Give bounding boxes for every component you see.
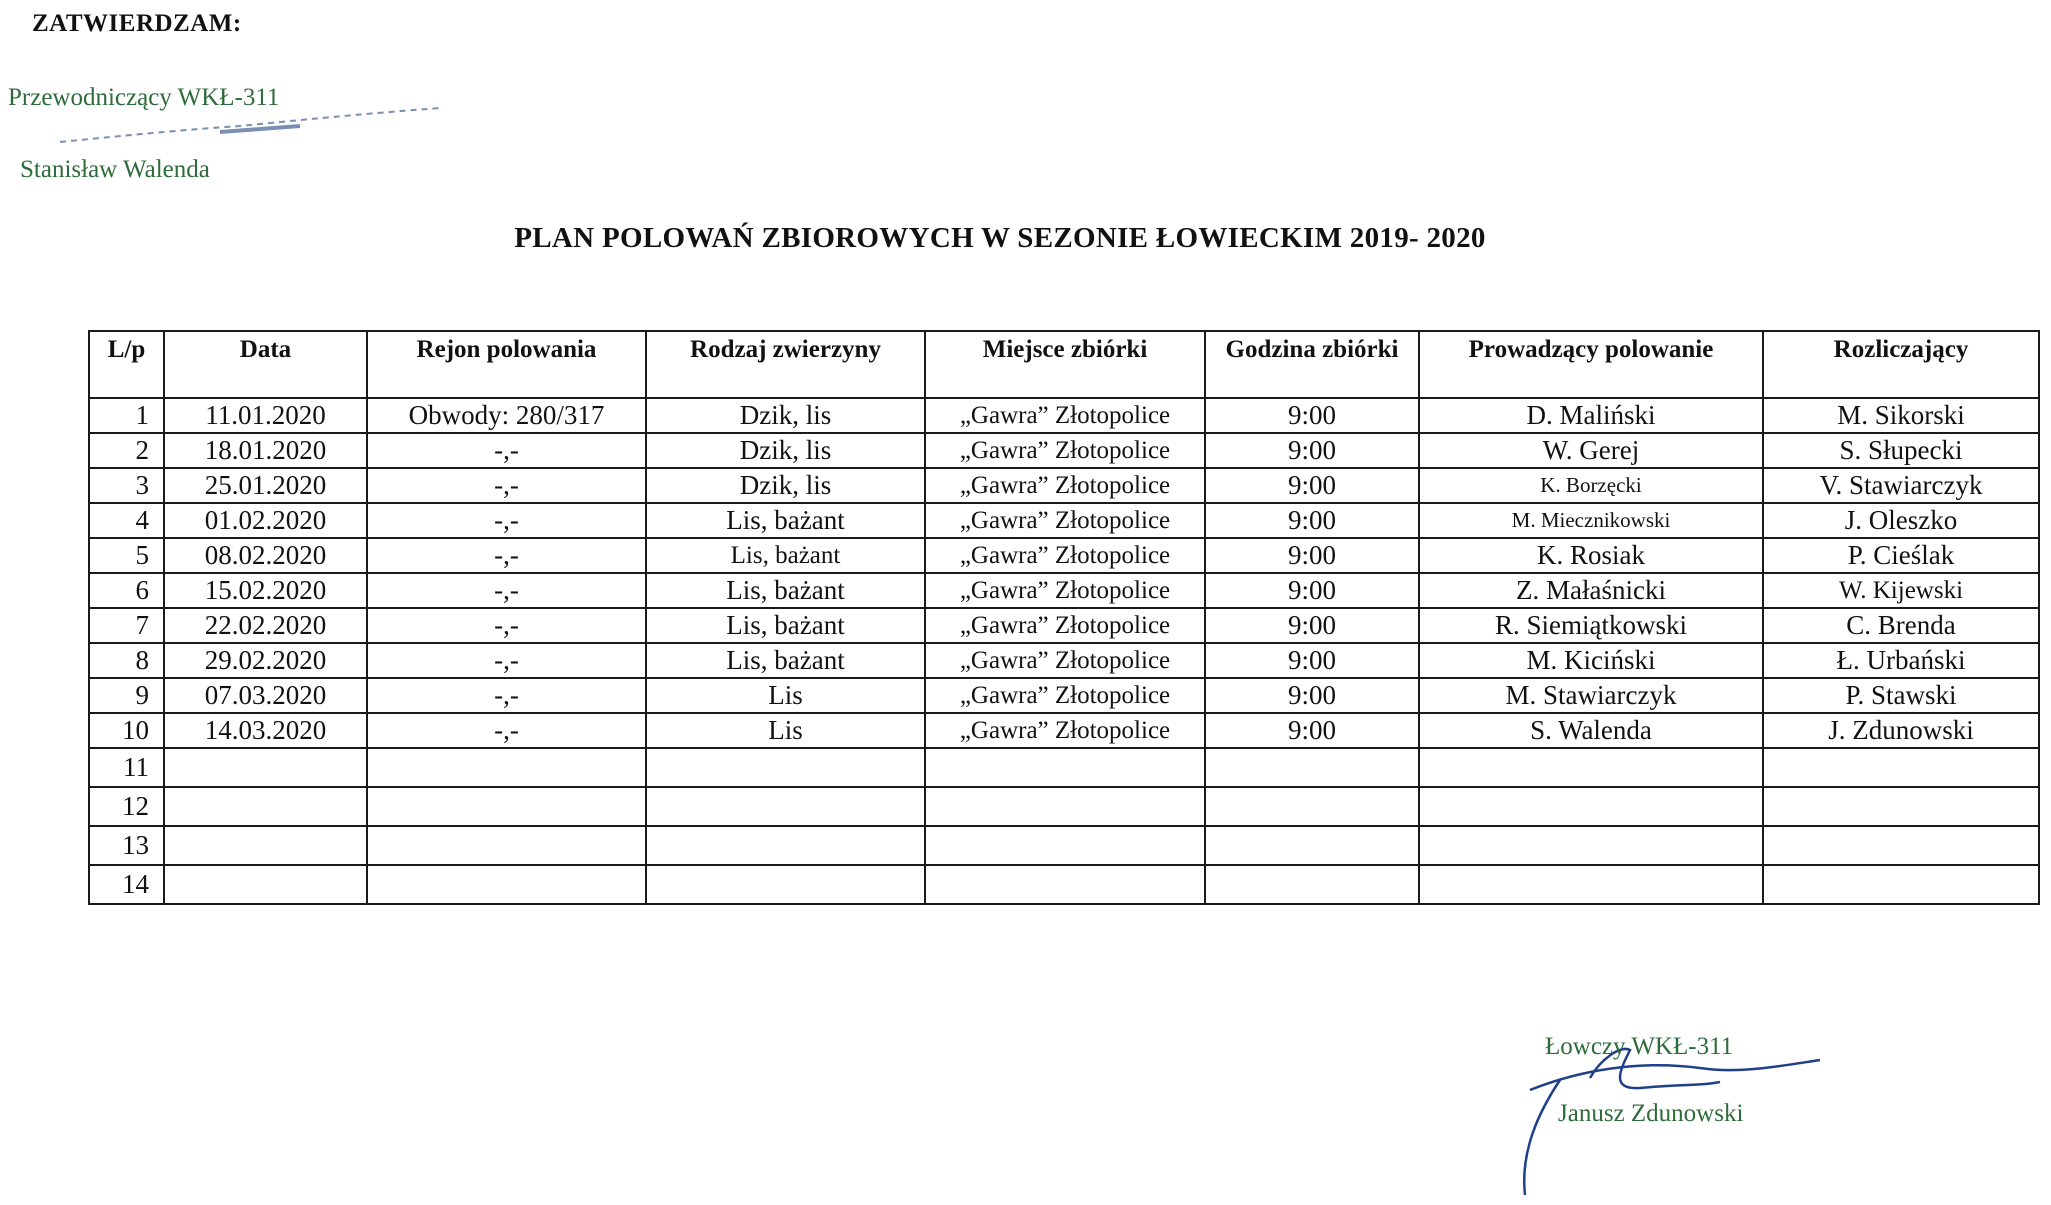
- row-meeting-time: 9:00: [1205, 678, 1419, 713]
- empty-cell: [1419, 748, 1763, 787]
- row-accountant: M. Sikorski: [1763, 398, 2039, 433]
- empty-cell: [367, 865, 646, 904]
- row-accountant: J. Zdunowski: [1763, 713, 2039, 748]
- row-area: -,-: [367, 468, 646, 503]
- empty-cell: [164, 865, 367, 904]
- row-area: -,-: [367, 433, 646, 468]
- row-area: Obwody: 280/317: [367, 398, 646, 433]
- row-number: 4: [89, 503, 164, 538]
- row-meeting-place: „Gawra” Złotopolice: [925, 538, 1205, 573]
- empty-cell: [1763, 787, 2039, 826]
- row-game: Lis: [646, 713, 925, 748]
- row-area: -,-: [367, 503, 646, 538]
- row-accountant: W. Kijewski: [1763, 573, 2039, 608]
- row-game: Lis: [646, 678, 925, 713]
- empty-cell: [1763, 826, 2039, 865]
- empty-cell: [1763, 865, 2039, 904]
- approval-signature-scribble: [60, 108, 440, 142]
- table-row: [89, 573, 2039, 608]
- empty-cell: [164, 748, 367, 787]
- row-leader: S. Walenda: [1419, 713, 1763, 748]
- empty-cell: [1763, 748, 2039, 787]
- row-leader: K. Rosiak: [1419, 538, 1763, 573]
- row-game: Dzik, lis: [646, 433, 925, 468]
- table-row: [89, 433, 2039, 468]
- table-row: [89, 398, 2039, 433]
- row-accountant: P. Cieślak: [1763, 538, 2039, 573]
- table-row: [89, 468, 2039, 503]
- header-cell-area: Rejon polowania: [367, 331, 646, 398]
- empty-cell: [646, 865, 925, 904]
- approval-label: ZATWIERDZAM:: [32, 10, 242, 37]
- row-date: 08.02.2020: [164, 538, 367, 573]
- empty-cell: [367, 787, 646, 826]
- table-row-empty: [89, 748, 2039, 787]
- row-number: 10: [89, 713, 164, 748]
- row-area: -,-: [367, 608, 646, 643]
- empty-cell: [925, 865, 1205, 904]
- header-cell-game: Rodzaj zwierzyny: [646, 331, 925, 398]
- empty-cell: [1419, 826, 1763, 865]
- row-date: 22.02.2020: [164, 608, 367, 643]
- table-row: [89, 678, 2039, 713]
- row-number: 2: [89, 433, 164, 468]
- row-number: 7: [89, 608, 164, 643]
- empty-cell: [367, 826, 646, 865]
- row-number: 8: [89, 643, 164, 678]
- row-meeting-time: 9:00: [1205, 503, 1419, 538]
- approval-stamp-title: Przewodniczący WKŁ-311: [8, 84, 280, 111]
- row-leader: W. Gerej: [1419, 433, 1763, 468]
- row-date: 07.03.2020: [164, 678, 367, 713]
- empty-cell: [164, 787, 367, 826]
- row-meeting-place: „Gawra” Złotopolice: [925, 713, 1205, 748]
- row-meeting-time: 9:00: [1205, 643, 1419, 678]
- row-game: Lis, bażant: [646, 608, 925, 643]
- row-meeting-place: „Gawra” Złotopolice: [925, 643, 1205, 678]
- row-accountant: V. Stawiarczyk: [1763, 468, 2039, 503]
- row-accountant: J. Oleszko: [1763, 503, 2039, 538]
- row-leader: Z. Małaśnicki: [1419, 573, 1763, 608]
- row-game: Lis, bażant: [646, 503, 925, 538]
- empty-cell: [164, 826, 367, 865]
- head-signature-scribble: [1530, 1060, 1820, 1090]
- row-game: Dzik, lis: [646, 398, 925, 433]
- row-date: 15.02.2020: [164, 573, 367, 608]
- table-row: [89, 608, 2039, 643]
- row-meeting-time: 9:00: [1205, 398, 1419, 433]
- header-cell-date: Data: [164, 331, 367, 398]
- row-meeting-time: 9:00: [1205, 468, 1419, 503]
- row-meeting-place: „Gawra” Złotopolice: [925, 433, 1205, 468]
- table-header-row: [89, 331, 2039, 398]
- header-cell-leader: Prowadzący polowanie: [1419, 331, 1763, 398]
- signature-title: Łowczy WKŁ-311: [1545, 1033, 1734, 1060]
- table-row: [89, 538, 2039, 573]
- row-area: -,-: [367, 538, 646, 573]
- empty-cell: [367, 748, 646, 787]
- empty-cell: [1205, 787, 1419, 826]
- row-date: 25.01.2020: [164, 468, 367, 503]
- row-date: 11.01.2020: [164, 398, 367, 433]
- row-accountant: C. Brenda: [1763, 608, 2039, 643]
- empty-cell: [1419, 787, 1763, 826]
- table-row-empty: [89, 865, 2039, 904]
- row-area: -,-: [367, 713, 646, 748]
- row-number: 5: [89, 538, 164, 573]
- table-row: [89, 713, 2039, 748]
- row-leader: R. Siemiątkowski: [1419, 608, 1763, 643]
- row-number: 14: [89, 865, 164, 904]
- empty-cell: [646, 787, 925, 826]
- empty-cell: [1205, 748, 1419, 787]
- row-number: 9: [89, 678, 164, 713]
- row-leader: D. Maliński: [1419, 398, 1763, 433]
- empty-cell: [646, 748, 925, 787]
- empty-cell: [1205, 826, 1419, 865]
- signature-name: Janusz Zdunowski: [1558, 1100, 1744, 1127]
- approval-stamp-name: Stanisław Walenda: [20, 156, 210, 183]
- empty-cell: [925, 826, 1205, 865]
- head-signature-tail: [1524, 1080, 1560, 1195]
- approval-signature-mark: [220, 126, 300, 132]
- row-meeting-place: „Gawra” Złotopolice: [925, 503, 1205, 538]
- table-row: [89, 643, 2039, 678]
- row-accountant: S. Słupecki: [1763, 433, 2039, 468]
- table-row-empty: [89, 787, 2039, 826]
- row-leader: M. Stawiarczyk: [1419, 678, 1763, 713]
- row-meeting-place: „Gawra” Złotopolice: [925, 608, 1205, 643]
- row-number: 11: [89, 748, 164, 787]
- row-accountant: Ł. Urbański: [1763, 643, 2039, 678]
- row-date: 01.02.2020: [164, 503, 367, 538]
- row-leader: M. Kiciński: [1419, 643, 1763, 678]
- header-cell-lp: L/p: [89, 331, 164, 398]
- empty-cell: [646, 826, 925, 865]
- hunt-plan-table: [88, 330, 2040, 905]
- header-cell-meeting-time: Godzina zbiórki: [1205, 331, 1419, 398]
- row-meeting-time: 9:00: [1205, 433, 1419, 468]
- header-cell-accountant: Rozliczający: [1763, 331, 2039, 398]
- row-game: Lis, bażant: [646, 643, 925, 678]
- row-number: 1: [89, 398, 164, 433]
- row-date: 14.03.2020: [164, 713, 367, 748]
- row-leader: M. Miecznikowski: [1419, 503, 1763, 538]
- row-meeting-time: 9:00: [1205, 608, 1419, 643]
- row-date: 29.02.2020: [164, 643, 367, 678]
- row-accountant: P. Stawski: [1763, 678, 2039, 713]
- row-number: 3: [89, 468, 164, 503]
- header-cell-meeting-place: Miejsce zbiórki: [925, 331, 1205, 398]
- row-leader: K. Borzęcki: [1419, 468, 1763, 503]
- row-meeting-place: „Gawra” Złotopolice: [925, 468, 1205, 503]
- row-meeting-place: „Gawra” Złotopolice: [925, 678, 1205, 713]
- table-row-empty: [89, 826, 2039, 865]
- empty-cell: [925, 787, 1205, 826]
- row-number: 6: [89, 573, 164, 608]
- document-title: PLAN POLOWAŃ ZBIOROWYCH W SEZONIE ŁOWIECKIM 2019- 2020: [514, 222, 1486, 254]
- row-meeting-time: 9:00: [1205, 713, 1419, 748]
- table-row: [89, 503, 2039, 538]
- row-meeting-time: 9:00: [1205, 573, 1419, 608]
- row-game: Dzik, lis: [646, 468, 925, 503]
- row-game: Lis, bażant: [646, 573, 925, 608]
- empty-cell: [925, 748, 1205, 787]
- row-area: -,-: [367, 678, 646, 713]
- row-number: 12: [89, 787, 164, 826]
- row-meeting-time: 9:00: [1205, 538, 1419, 573]
- row-meeting-place: „Gawra” Złotopolice: [925, 398, 1205, 433]
- empty-cell: [1419, 865, 1763, 904]
- row-date: 18.01.2020: [164, 433, 367, 468]
- row-area: -,-: [367, 643, 646, 678]
- row-area: -,-: [367, 573, 646, 608]
- empty-cell: [1205, 865, 1419, 904]
- row-meeting-place: „Gawra” Złotopolice: [925, 573, 1205, 608]
- row-number: 13: [89, 826, 164, 865]
- row-game: Lis, bażant: [646, 538, 925, 573]
